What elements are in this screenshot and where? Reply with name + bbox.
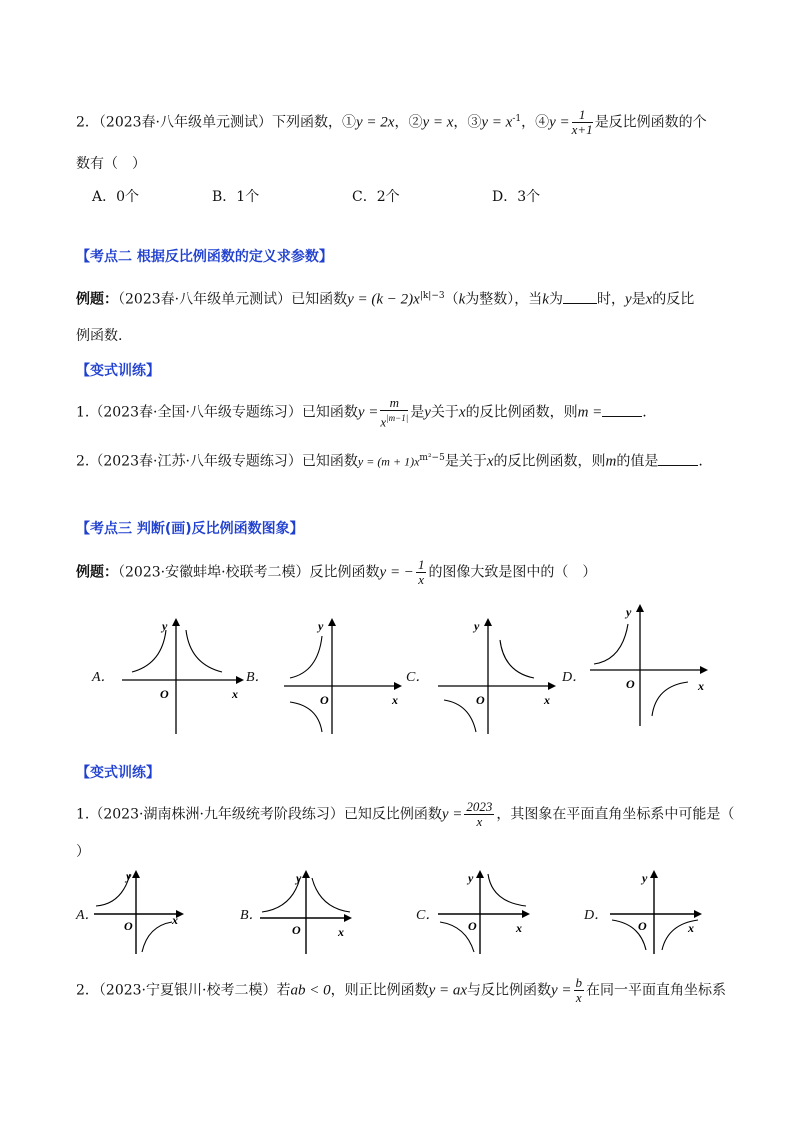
- exponent: -1: [512, 113, 522, 124]
- hyperbola-branch-q4: [142, 922, 172, 952]
- variable: x: [645, 291, 653, 308]
- question-text: 反比例函数: [309, 564, 380, 581]
- question-source: （2023春·江苏·八年级专题练习）: [89, 453, 302, 470]
- question-text: 是: [410, 404, 425, 421]
- graph-option-b[interactable]: [282, 618, 404, 736]
- option-c: C．: [406, 670, 430, 685]
- origin-label: O: [320, 693, 329, 707]
- hyperbola-branch-q1: [186, 630, 222, 672]
- hyperbola-branch-q2: [262, 878, 300, 912]
- graph-option-c[interactable]: [436, 870, 536, 956]
- variable: m: [605, 453, 617, 470]
- question-text: ，其图象在平面直角坐标系中可能是（: [496, 806, 735, 823]
- example-label: 例题：: [76, 291, 118, 308]
- separator: ，③: [453, 114, 482, 131]
- option-b: B．: [240, 908, 263, 923]
- formula: y = (m + 1)x: [357, 454, 420, 469]
- question-text: 与反比例函数: [467, 982, 552, 999]
- question-source: （2023·安徽蚌埠·校联考二模）: [118, 564, 310, 581]
- question-text: 已知函数: [301, 453, 358, 470]
- question-source: （2023春·八年级单元测试）: [118, 291, 292, 308]
- origin-label: O: [160, 687, 169, 701]
- kd2-line1: [76, 286, 694, 310]
- exponent: |k|−3: [419, 291, 445, 301]
- formula: y = 2x: [356, 114, 395, 131]
- x-axis-label: x: [392, 693, 398, 707]
- numerator: 1: [572, 108, 593, 123]
- y-axis-arrow-icon: [484, 618, 492, 626]
- question-text: 下列函数，①: [272, 114, 357, 131]
- variable: k: [542, 291, 549, 308]
- question-text: 若: [276, 982, 291, 999]
- formula: y =: [549, 114, 570, 131]
- separator: ，④: [521, 114, 550, 131]
- variable: m =: [577, 404, 603, 421]
- graph-option-c[interactable]: [436, 618, 558, 736]
- x-axis-arrow-icon: [548, 682, 556, 690]
- option-a: A．0个: [92, 189, 140, 205]
- question-number: 1.: [76, 806, 90, 823]
- separator: ，②: [394, 114, 423, 131]
- bs2-p1-line2: ）: [76, 844, 90, 860]
- formula: y =: [357, 404, 379, 421]
- origin-label: O: [124, 919, 133, 933]
- fraction: [416, 558, 427, 587]
- formula: ab < 0: [290, 982, 331, 999]
- denominator: x: [476, 814, 483, 829]
- question-text: 为整数），当: [465, 291, 543, 308]
- question-text: 已知函数: [291, 291, 348, 308]
- formula: y = −: [379, 564, 414, 581]
- fraction: [464, 800, 494, 829]
- question-text: 是反比例函数的个: [594, 114, 707, 131]
- answer-blank[interactable]: [563, 289, 597, 304]
- variable: k: [458, 291, 466, 308]
- option-c: C．2个: [352, 189, 400, 205]
- variable: y: [424, 404, 431, 421]
- origin-label: O: [626, 677, 635, 691]
- numerator: 2023: [466, 799, 493, 814]
- hyperbola-branch-q1: [488, 874, 526, 906]
- graph-option-d[interactable]: [608, 870, 708, 956]
- x-axis-arrow-icon: [522, 910, 530, 918]
- y-axis-label: y: [474, 619, 480, 633]
- denominator: x: [575, 990, 582, 1005]
- y-axis-label: y: [126, 869, 132, 883]
- graph-option-a[interactable]: [92, 870, 190, 956]
- y-axis-label: y: [468, 871, 474, 885]
- formula: y =: [551, 982, 572, 999]
- question-text: 为: [548, 291, 563, 308]
- origin-label: O: [638, 919, 647, 933]
- question-text: 的值是: [616, 453, 659, 470]
- x-axis-label: x: [232, 687, 238, 701]
- y-axis-arrow-icon: [302, 870, 310, 878]
- fraction: [572, 108, 593, 137]
- y-axis-label: y: [626, 605, 632, 619]
- y-axis-label: y: [642, 871, 648, 885]
- option-d: D．3个: [492, 189, 541, 205]
- example-label: 例题：: [76, 564, 118, 581]
- question-text: 的反比例函数，则: [465, 404, 578, 421]
- x-axis-arrow-icon: [700, 666, 708, 674]
- x-axis-arrow-icon: [344, 914, 352, 922]
- hyperbola-branch-q3: [444, 700, 476, 732]
- option-a: A．: [92, 670, 115, 685]
- question-source: （2023·宁夏银川·校考二模）: [98, 982, 277, 999]
- exponent: |m−1|: [386, 413, 409, 423]
- y-axis-arrow-icon: [172, 618, 180, 626]
- y-axis-arrow-icon: [328, 618, 336, 626]
- formula: y = x: [422, 114, 454, 131]
- numerator: 1: [417, 557, 425, 572]
- formula: y = x: [481, 114, 513, 131]
- y-axis-label: y: [318, 619, 324, 633]
- question-text: 时，: [596, 291, 625, 308]
- bs2-p2: [76, 976, 726, 1005]
- q2-line2: 数有（ ）: [76, 156, 146, 172]
- section-heading-variant-training: 【变式训练】: [76, 363, 160, 379]
- y-axis-arrow-icon: [132, 870, 140, 878]
- x-axis-arrow-icon: [694, 910, 702, 918]
- option-b: B．1个: [212, 189, 260, 205]
- question-number: 2．: [76, 982, 99, 999]
- hyperbola-branch-q4: [652, 682, 688, 716]
- y-axis-arrow-icon: [476, 870, 484, 878]
- y-axis-label: y: [296, 871, 302, 885]
- denominator-base: x: [380, 414, 387, 430]
- question-text: 已知函数: [301, 404, 358, 421]
- denominator: x: [418, 572, 425, 587]
- graph-option-b[interactable]: [258, 870, 358, 956]
- hyperbola-branch-q2: [594, 624, 628, 664]
- question-text: 关于: [430, 404, 459, 421]
- numerator: m: [380, 396, 408, 411]
- bs2-p1-line1: [76, 800, 734, 829]
- hyperbola-branch-q2: [290, 636, 322, 678]
- x-axis-label: x: [338, 925, 344, 939]
- x-axis-label: x: [544, 693, 550, 707]
- origin-label: O: [292, 923, 301, 937]
- section-heading-kaodian-3: 【考点三 判断(画)反比例函数图象】: [76, 521, 304, 537]
- formula: y =: [441, 806, 463, 823]
- option-a: A．: [76, 908, 99, 923]
- question-source: （2023春·全国·八年级专题练习）: [89, 404, 302, 421]
- x-axis-label: x: [172, 913, 178, 927]
- kd2-line2: 例函数.: [76, 328, 123, 344]
- question-text: 的图像大致是图中的（ ）: [428, 564, 597, 581]
- hyperbola-branch-q2: [96, 874, 130, 906]
- bs1-p2: [76, 448, 703, 472]
- q2-line1: [76, 108, 707, 137]
- formula: y = ax: [428, 982, 468, 999]
- denominator: x+1: [571, 122, 593, 137]
- exponent: m²−5: [419, 453, 445, 463]
- question-source: （2023春·八年级单元测试）: [98, 114, 273, 131]
- punctuation: .: [642, 404, 647, 421]
- fraction: [380, 396, 408, 429]
- question-source: （2023·湖南株洲·九年级统考阶段练习）: [89, 806, 344, 823]
- question-number: 2．: [76, 114, 99, 131]
- variable: y: [624, 291, 632, 308]
- variable: x: [458, 404, 466, 421]
- question-text: 是关于: [444, 453, 487, 470]
- question-number: 2.: [76, 453, 90, 470]
- origin-label: O: [476, 693, 485, 707]
- origin-label: O: [468, 919, 477, 933]
- y-axis-label: y: [162, 619, 168, 633]
- punctuation: .: [698, 453, 703, 470]
- hyperbola-branch-q1: [500, 640, 534, 678]
- question-number: 1.: [76, 404, 90, 421]
- graph-option-d[interactable]: [588, 604, 712, 728]
- option-d: D．: [584, 908, 609, 923]
- question-text: 的反比: [652, 291, 695, 308]
- formula: y = (k − 2)x: [347, 291, 420, 308]
- question-text: 的反比例函数，则: [493, 453, 606, 470]
- question-text: 是: [631, 291, 646, 308]
- question-text: （: [444, 291, 459, 308]
- bs1-p1: [76, 396, 647, 429]
- kd3-line1: [76, 558, 596, 587]
- question-text: 已知反比例函数: [343, 806, 442, 823]
- graph-option-a[interactable]: [118, 618, 246, 736]
- y-axis-arrow-icon: [650, 870, 658, 878]
- answer-blank[interactable]: [602, 402, 642, 417]
- section-heading-kaodian-2: 【考点二 根据反比例函数的定义求参数】: [76, 249, 333, 265]
- answer-blank[interactable]: [658, 451, 698, 466]
- x-axis-arrow-icon: [394, 682, 402, 690]
- y-axis-arrow-icon: [636, 604, 644, 612]
- variable: x: [486, 453, 494, 470]
- denominator: [380, 411, 408, 429]
- fraction: [574, 976, 585, 1005]
- x-axis-label: x: [516, 921, 522, 935]
- option-d: D．: [562, 670, 587, 685]
- numerator: b: [575, 975, 583, 990]
- x-axis-label: x: [698, 679, 704, 693]
- x-axis-label: x: [688, 921, 694, 935]
- section-heading-variant-training: 【变式训练】: [76, 765, 160, 781]
- question-text: 在同一平面直角坐标系: [586, 982, 727, 999]
- option-b: B．: [246, 670, 269, 685]
- x-axis-arrow-icon: [236, 676, 244, 684]
- hyperbola-branch-q3: [290, 702, 322, 732]
- hyperbola-branch-q1: [312, 878, 350, 912]
- option-c: C．: [416, 908, 440, 923]
- question-text: ，则正比例函数: [330, 982, 429, 999]
- hyperbola-branch-q2: [132, 630, 166, 672]
